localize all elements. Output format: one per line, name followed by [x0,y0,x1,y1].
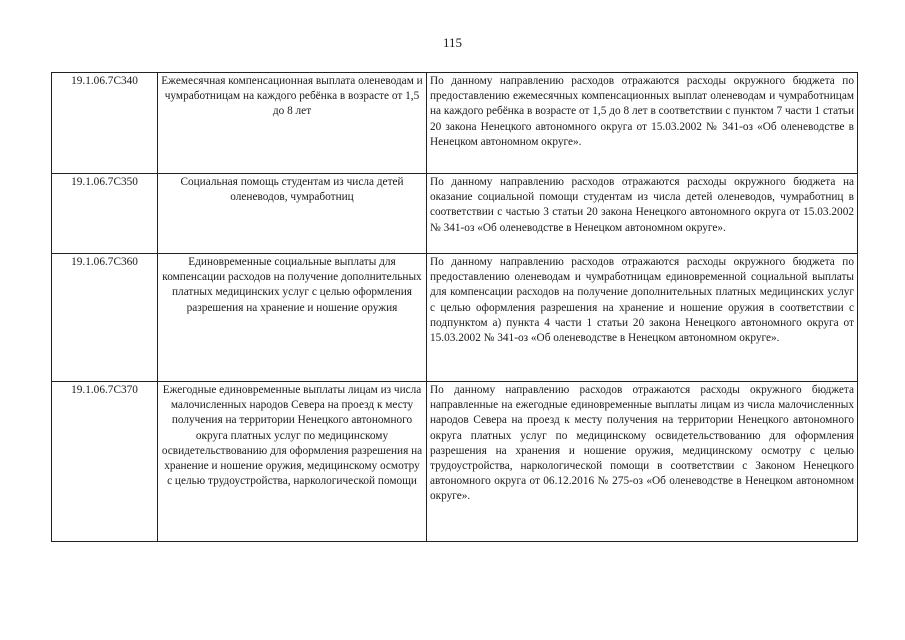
row-description: По данному направлению расходов отражаются расходы окружного бюджета направленные на ежегодные единовременные выплаты лицам из числа малочисленных народов Севера на проезд к месту получения на территории Ненецкого автономного округа платных услуг по медицинскому освидетельствованию для оформления разрешения на хранения и ношение оружия, медицинскому осмотру с целью трудоустройства, наркологической помощи в соответствии с Законом Ненецкого автономного округа от 06.12.2016 № 275-оз «Об оленеводстве в Ненецком автономном округе». [427,382,858,542]
budget-classification-table [51,72,858,542]
row-code: 19.1.06.7С370 [52,382,158,542]
row-name: Ежегодные единовременные выплаты лицам из числа малочисленных народов Севера на проезд к месту получения на территории Ненецкого автономного округа платных услуг по медицинскому освидетельствованию для оформления разрешения на хранение и ношение оружия, медицинскому осмотру с целью трудоустройства, наркологической помощи [158,382,427,542]
row-name: Ежемесячная компенсационная выплата оленеводам и чумработницам на каждого ребёнка в возрасте от 1,5 до 8 лет [158,73,427,174]
table-row [52,174,858,254]
table-row [52,382,858,542]
row-name: Социальная помощь студентам из числа детей оленеводов, чумработниц [158,174,427,254]
row-description: По данному направлению расходов отражаются расходы окружного бюджета по предоставлению ежемесячных компенсационных выплат оленеводам и чумработницам на каждого ребёнка в возрасте от 1,5 до 8 лет в соответствии с пунктом 7 части 1 статьи 20 закона Ненецкого автономного округа от 15.03.2002 № 341-оз «Об оленеводстве в Ненецком автономном округе». [427,73,858,174]
row-description: По данному направлению расходов отражаются расходы окружного бюджета по предоставлению оленеводам и чумработницам единовременной социальной выплаты для компенсации расходов на получение дополнительных платных медицинских услуг с целью оформления разрешения на хранение и ношение оружия в соответствии с подпунктом а) пункта 4 части 1 статьи 20 закона Ненецкого автономного округа от 15.03.2002 № 341-оз «Об оленеводстве в Ненецком автономном округе». [427,254,858,382]
row-description: По данному направлению расходов отражаются расходы окружного бюджета на оказание социальной помощи студентам из числа детей оленеводов, чумработниц в соответствии с частью 3 статьи 20 закона Ненецкого автономного округа от 15.03.2002 № 341-оз «Об оленеводстве в Ненецком автономном округе». [427,174,858,254]
table-row [52,73,858,174]
row-code: 19.1.06.7С340 [52,73,158,174]
table-row [52,254,858,382]
page-number: 115 [442,35,463,50]
row-code: 19.1.06.7С350 [52,174,158,254]
row-code: 19.1.06.7С360 [52,254,158,382]
row-name: Единовременные социальные выплаты для компенсации расходов на получение дополнительных платных медицинских услуг с целью оформления разрешения на хранение и ношение оружия [158,254,427,382]
